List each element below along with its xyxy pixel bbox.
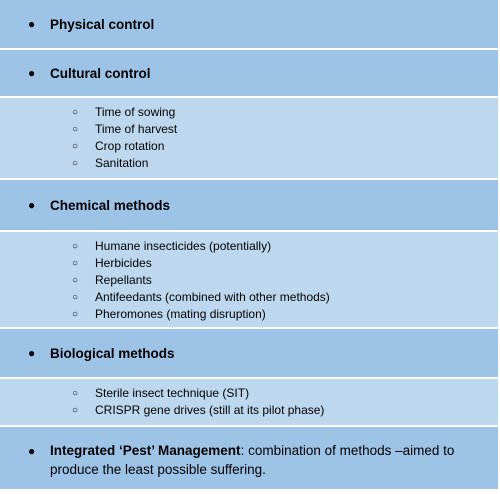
sub-bullet: ○ <box>72 141 79 152</box>
sub-bullet: ○ <box>72 405 79 416</box>
chemical-methods-list <box>0 238 498 323</box>
heading-chemical-methods: Chemical methods <box>50 197 171 213</box>
heading-cultural-control: Cultural control <box>50 65 151 81</box>
heading-physical-control: Physical control <box>50 16 155 32</box>
sub-bullet: ○ <box>72 107 79 118</box>
biological-methods-list <box>0 385 498 419</box>
row-chemical-items <box>0 232 498 329</box>
list-item: ○ Time of harvest <box>72 122 178 136</box>
sub-bullet: ○ <box>72 258 79 269</box>
bullet: ● <box>28 66 36 80</box>
list-item: ○ Herbicides <box>72 256 152 270</box>
row-cultural-items <box>0 98 498 180</box>
sub-bullet: ○ <box>72 275 79 286</box>
sub-bullet: ○ <box>72 124 79 135</box>
sub-bullet: ○ <box>72 158 79 169</box>
list-item: ○ Repellants <box>72 273 152 287</box>
list-item: ○ Antifeedants (combined with other methods) <box>72 290 330 304</box>
row-biological-items <box>0 379 498 427</box>
row-physical-control <box>0 0 498 50</box>
sub-bullet: ○ <box>72 309 79 320</box>
sub-bullet: ○ <box>72 241 79 252</box>
row-chemical-methods <box>0 180 498 232</box>
ipm-description: : combination of methods –aimed to produce the least possible suffering. <box>50 443 455 477</box>
row-cultural-control <box>0 50 498 98</box>
bullet: ● <box>28 198 36 212</box>
sub-bullet: ○ <box>72 388 79 399</box>
list-item: ○ Pheromones (mating disruption) <box>72 307 266 321</box>
list-item: ○ Humane insecticides (potentially) <box>72 239 272 253</box>
row-integrated-pest-management <box>0 427 498 491</box>
list-item: ○ Sterile insect technique (SIT) <box>72 386 250 400</box>
ipm-title: Integrated ‘Pest’ Management <box>50 443 241 458</box>
bullet: ● <box>28 444 36 458</box>
bullet: ● <box>28 346 36 360</box>
list-item: ○ Crop rotation <box>72 139 165 153</box>
list-item: ○ CRISPR gene drives (still at its pilot phase) <box>72 403 325 417</box>
cultural-control-list <box>0 104 498 172</box>
heading-integrated-pest-management <box>50 441 480 479</box>
row-biological-methods <box>0 329 498 379</box>
heading-biological-methods: Biological methods <box>50 345 175 361</box>
list-item: ○ Sanitation <box>72 156 149 170</box>
sub-bullet: ○ <box>72 292 79 303</box>
list-item: ○ Time of sowing <box>72 105 176 119</box>
bullet: ● <box>28 17 36 31</box>
